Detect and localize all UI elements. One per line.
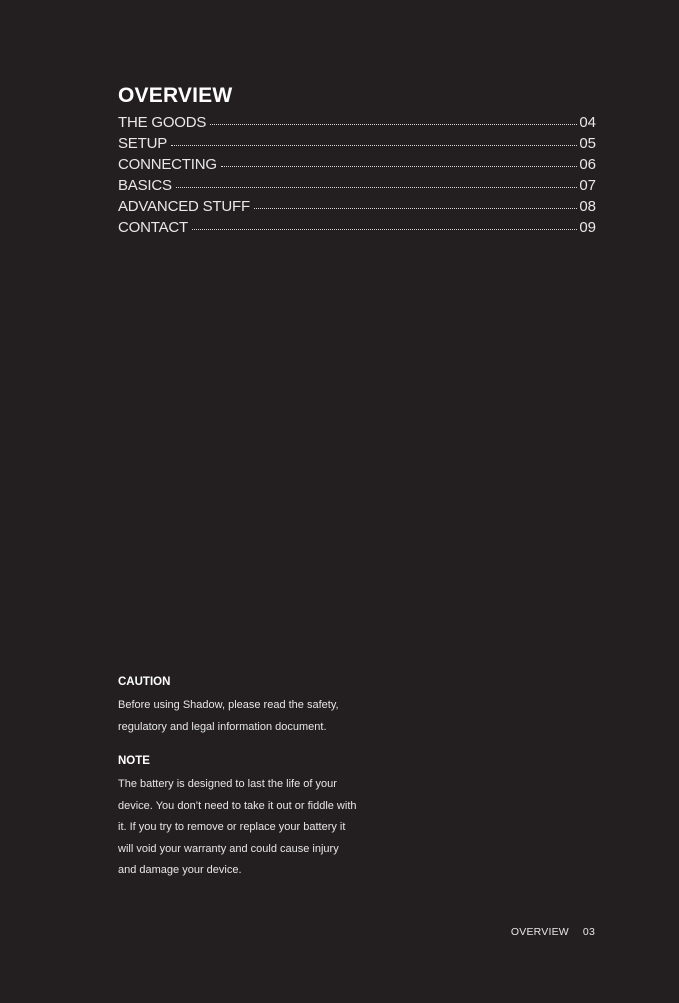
toc-item-page: 09	[579, 219, 596, 236]
toc-leader-dots	[221, 166, 577, 167]
note-text: The battery is designed to last the life of your device. You don’t need to take it out or fiddle with it. If you try to remove or replace your battery it will void your warranty and could cause injury and damage your device.	[118, 778, 357, 876]
toc-leader-dots	[254, 208, 577, 209]
notes-section	[118, 675, 358, 898]
toc-item-page: 08	[579, 198, 596, 215]
toc-item-basics[interactable]	[118, 175, 596, 196]
toc-leader-dots	[192, 229, 577, 230]
page-footer	[511, 926, 595, 938]
toc-item-label: THE GOODS	[118, 114, 207, 131]
table-of-contents	[118, 84, 596, 238]
caution-text: Before using Shadow, please read the safety, regulatory and legal information document.	[118, 699, 339, 733]
toc-item-label: BASICS	[118, 177, 172, 194]
toc-leader-dots	[176, 187, 577, 188]
toc-item-page: 07	[579, 177, 596, 194]
toc-item-label: CONTACT	[118, 219, 188, 236]
toc-item-advanced-stuff[interactable]	[118, 196, 596, 217]
toc-item-the-goods[interactable]	[118, 112, 596, 133]
toc-item-label: SETUP	[118, 135, 168, 152]
toc-leader-dots	[171, 145, 577, 146]
toc-item-page: 05	[579, 135, 596, 152]
note-block	[118, 754, 358, 882]
caution-heading: CAUTION	[118, 676, 171, 688]
note-heading: NOTE	[118, 755, 150, 767]
toc-item-label: ADVANCED STUFF	[118, 198, 250, 215]
toc-title: OVERVIEW	[118, 84, 233, 107]
toc-item-page: 06	[579, 156, 596, 173]
toc-item-page: 04	[579, 114, 596, 131]
footer-page-number: 03	[582, 926, 595, 938]
toc-leader-dots	[210, 124, 577, 125]
toc-item-contact[interactable]	[118, 217, 596, 238]
footer-section-name: OVERVIEW	[510, 926, 569, 938]
toc-item-setup[interactable]	[118, 133, 596, 154]
toc-item-connecting[interactable]	[118, 154, 596, 175]
caution-block	[118, 675, 358, 738]
toc-item-label: CONNECTING	[118, 156, 217, 173]
